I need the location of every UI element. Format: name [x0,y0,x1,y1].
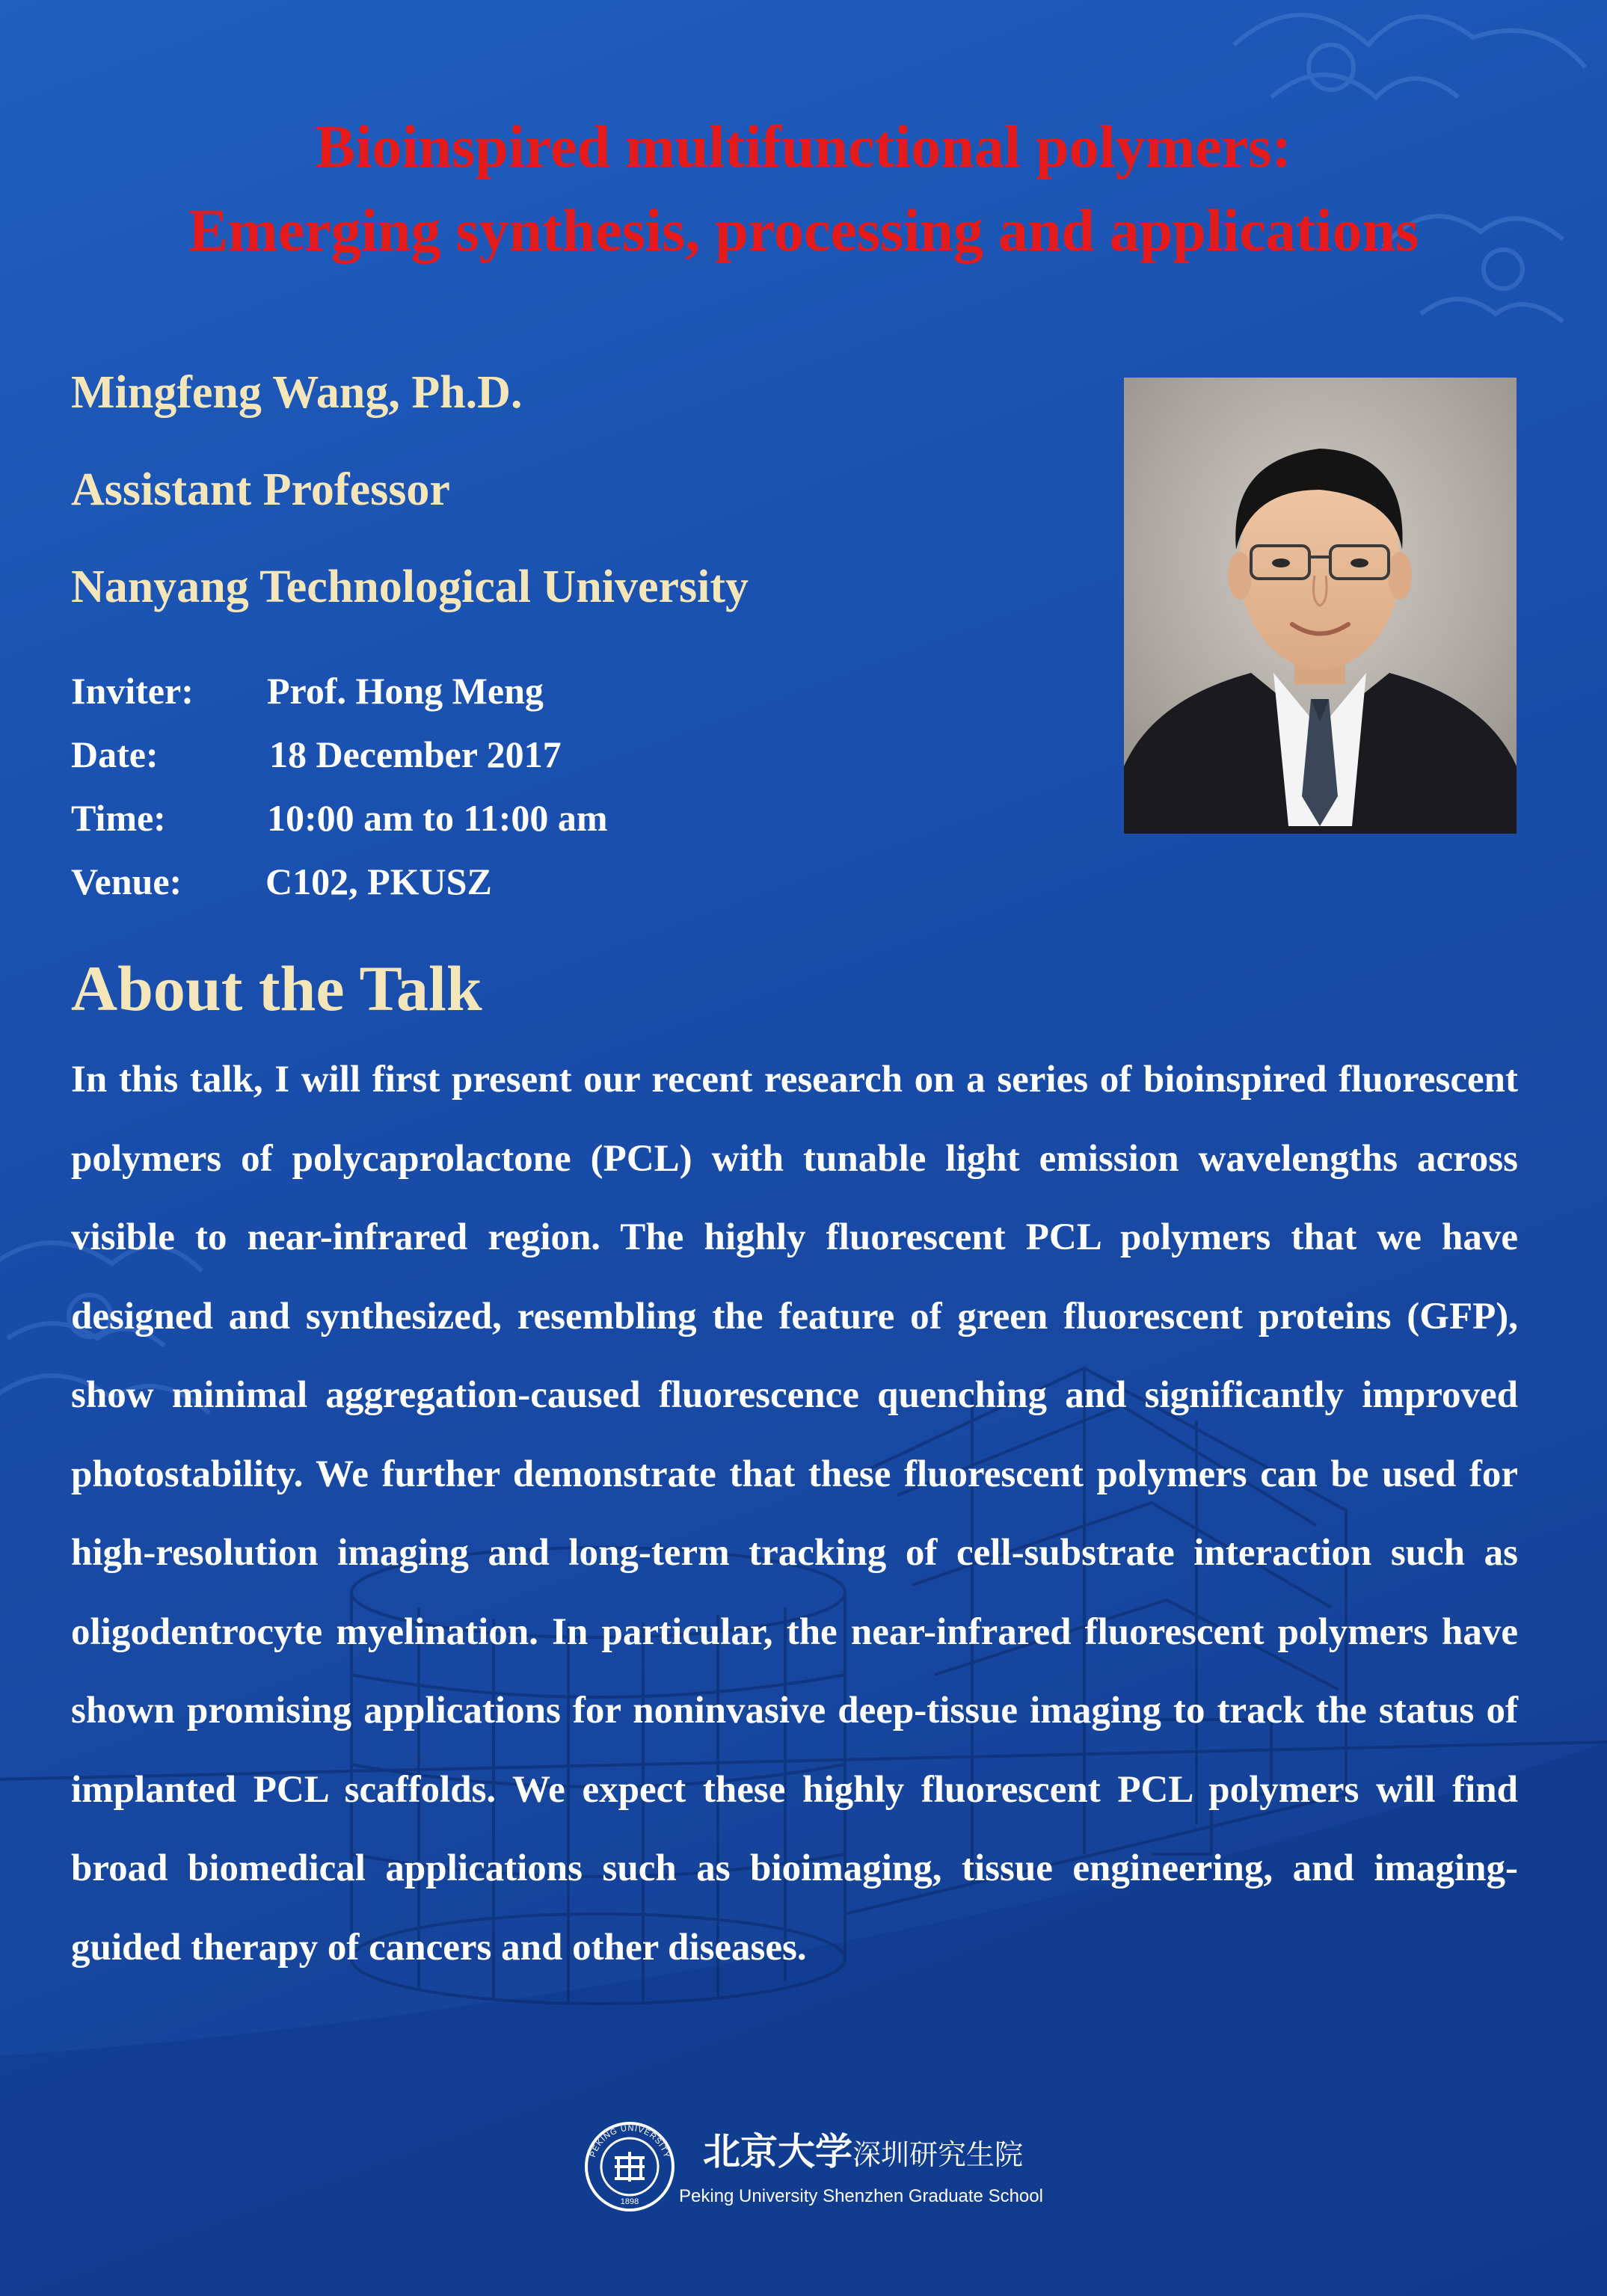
footer-logo-block [583,2114,1047,2219]
detail-label: Time: [71,797,166,839]
speaker-name: Mingfeng Wang, Ph.D. [71,367,523,418]
poster-title-line-1: Bioinspired multifunctional polymers: [315,114,1292,180]
speaker-portrait-image [1124,378,1517,834]
poster-title-line-2: Emerging synthesis, processing and applications [188,198,1419,264]
speaker-affiliation: Nanyang Technological University [71,561,749,612]
detail-label: Inviter: [71,670,194,712]
detail-label: Date: [71,733,159,775]
footer-school-english: Peking University Shenzhen Graduate School [679,2186,1043,2206]
speaker-position: Assistant Professor [71,464,450,515]
detail-value: C102, PKUSZ [265,861,492,902]
peking-university-seal-icon [583,2120,676,2213]
footer-university-name [703,2122,1023,2176]
detail-value: Prof. Hong Meng [267,670,544,712]
detail-label: Venue: [71,861,182,902]
university-cn: 北京大学 [703,2130,852,2173]
about-heading: About the Talk [71,952,482,1024]
speaker-photo [1124,378,1517,834]
detail-value: 18 December 2017 [269,733,562,775]
seal-text: PEKING UNIVERSITY [588,2123,672,2160]
seal-year: 1898 [620,2197,639,2206]
about-text: In this talk, I will first present our recent research on a series of bioinspired fluorescent polymers of polycaprolactone (PCL) with tunable light emission wavelengths across visible to near-infrared region. The highly fluorescent PCL polymers that we have designed and synthesized, resembling the feature of green fluorescent proteins (GFP), show minimal aggregation-caused fluorescence quenching and significantly improved photostability. We further demonstrate that these fluorescent polymers can be used for high-resolution imaging and long-term tracking of cell-substrate interaction such as oligodentrocyte myelination. In particular, the near-infrared fluorescent polymers have shown promising applications for noninvasive deep-tissue imaging to track the status of implanted PCL scaffolds. We expect these highly fluorescent PCL polymers will find broad biomedical applications such as bioimaging, tissue engineering, and imaging-guided therapy of cancers and other diseases. [71,1059,1518,1969]
detail-value: 10:00 am to 11:00 am [267,797,608,839]
school-cn: 深圳研究生院 [852,2138,1024,2171]
